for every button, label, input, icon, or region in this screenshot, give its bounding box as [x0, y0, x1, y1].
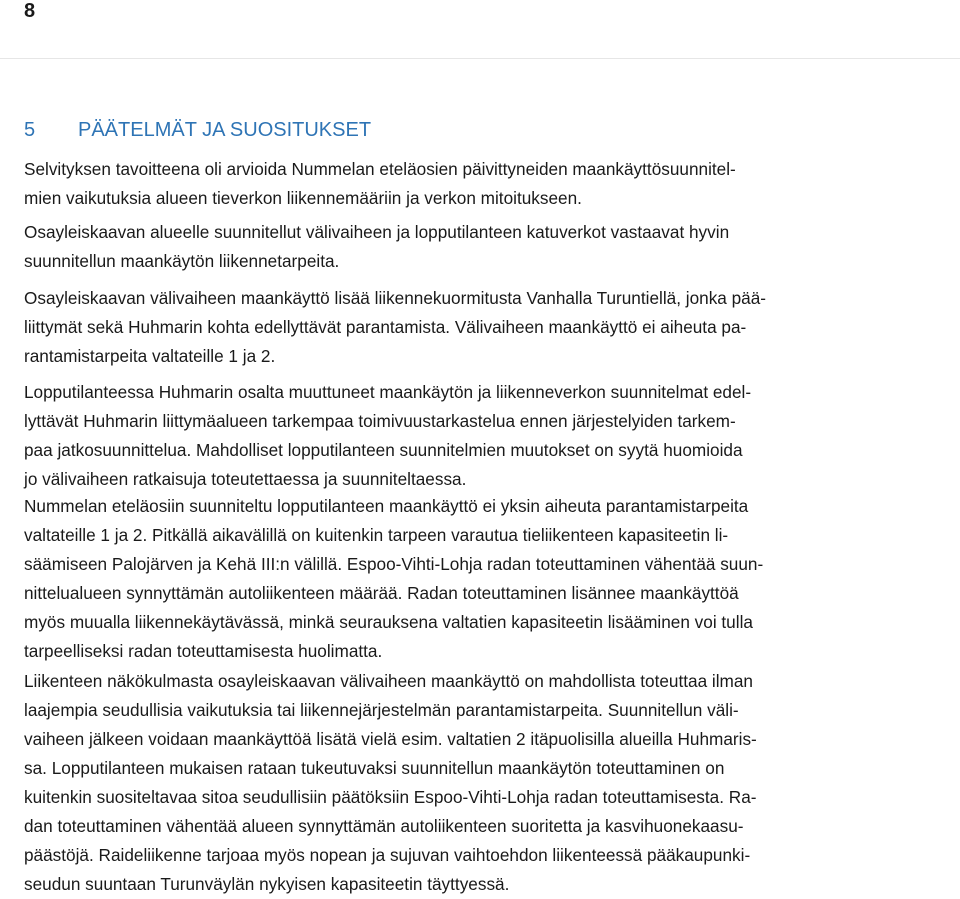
paragraph-line: Nummelan eteläosiin suunniteltu lopputilanteen maankäyttö ei yksin aiheuta parantamistarpeita — [24, 496, 749, 516]
paragraph-line: mien vaikutuksia alueen tieverkon liikennemääriin ja verkon mitoitukseen. — [24, 188, 582, 208]
header-divider — [0, 58, 960, 59]
paragraph-line: nittelualueen synnyttämän autoliikenteen määrää. Radan toteuttaminen lisännee maankäyttöä — [24, 583, 739, 603]
paragraph-line: Osayleiskaavan välivaiheen maankäyttö lisää liikennekuormitusta Vanhalla Turuntiellä, jonka pää- — [24, 288, 767, 308]
paragraph-line: paa jatkosuunnittelua. Mahdolliset lopputilanteen suunnitelmien muutokset on syytä huomioida — [24, 440, 743, 460]
paragraph-line: Osayleiskaavan alueelle suunnitellut välivaiheen ja lopputilanteen katuverkot vastaavat hyvin — [24, 222, 730, 242]
paragraph-line: suunnitellun maankäytön liikennetarpeita. — [24, 251, 340, 271]
paragraph-line: Selvityksen tavoitteena oli arvioida Nummelan eteläosien päivittyneiden maankäyttösuunnitel- — [24, 159, 736, 179]
paragraph-line: dan toteuttaminen vähentää alueen synnyttämän autoliikenteen suoritetta ja kasvihuonekaasu- — [24, 816, 744, 836]
paragraph-2 — [24, 218, 729, 276]
section-number: 5 — [24, 119, 36, 141]
paragraph-5 — [24, 492, 763, 666]
paragraph-line: Liikenteen näkökulmasta osayleiskaavan välivaiheen maankäyttö on mahdollista toteuttaa ilman — [24, 671, 753, 691]
paragraph-line: kuitenkin suositeltavaa sitoa seudullisiin päätöksiin Espoo-Vihti-Lohja radan toteuttamisesta. Ra- — [24, 787, 757, 807]
paragraph-line: Lopputilanteessa Huhmarin osalta muuttuneet maankäytön ja liikenneverkon suunnitelmat edel- — [24, 382, 752, 402]
paragraph-line: valtateille 1 ja 2. Pitkällä aikavälillä on kuitenkin tarpeen varautua tieliikenteen kapasiteetin li- — [24, 525, 729, 545]
paragraph-4 — [24, 378, 751, 494]
paragraph-line: päästöjä. Raideliikenne tarjoaa myös nopean ja sujuvan vaihtoehdon liikenteessä pääkaupunki- — [24, 845, 751, 865]
paragraph-1 — [24, 155, 736, 213]
section-title: PÄÄTELMÄT JA SUOSITUKSET — [78, 119, 372, 141]
page-number: 8 — [24, 0, 36, 22]
paragraph-line: jo välivaiheen ratkaisuja toteutettaessa ja suunniteltaessa. — [24, 469, 467, 489]
paragraph-6 — [24, 667, 757, 899]
paragraph-line: sa. Lopputilanteen mukaisen rataan tukeutuvaksi suunnitellun maankäytön toteuttaminen on — [24, 758, 725, 778]
paragraph-3 — [24, 284, 766, 371]
paragraph-line: myös muualla liikennekäytävässä, minkä seurauksena valtatien kapasiteetin lisääminen voi tulla — [24, 612, 753, 632]
paragraph-line: vaiheen jälkeen voidaan maankäyttöä lisätä vielä esim. valtatien 2 itäpuolisilla alueilla Huhmaris- — [24, 729, 757, 749]
section-heading — [24, 118, 371, 142]
paragraph-line: liittymät sekä Huhmarin kohta edellyttävät parantamista. Välivaiheen maankäyttö ei aiheuta pa- — [24, 317, 747, 337]
paragraph-line: tarpeelliseksi radan toteuttamisesta huolimatta. — [24, 641, 383, 661]
paragraph-line: rantamistarpeita valtateille 1 ja 2. — [24, 346, 276, 366]
paragraph-line: lyttävät Huhmarin liittymäalueen tarkempaa toimivuustarkastelua ennen järjestelyiden tarkem- — [24, 411, 736, 431]
paragraph-line: laajempia seudullisia vaikutuksia tai liikennejärjestelmän parantamistarpeita. Suunnitellun väli- — [24, 700, 739, 720]
paragraph-line: seudun suuntaan Turunväylän nykyisen kapasiteetin täyttyessä. — [24, 874, 510, 894]
paragraph-line: säämiseen Palojärven ja Kehä III:n välillä. Espoo-Vihti-Lohja radan toteuttaminen vähentää suun- — [24, 554, 764, 574]
